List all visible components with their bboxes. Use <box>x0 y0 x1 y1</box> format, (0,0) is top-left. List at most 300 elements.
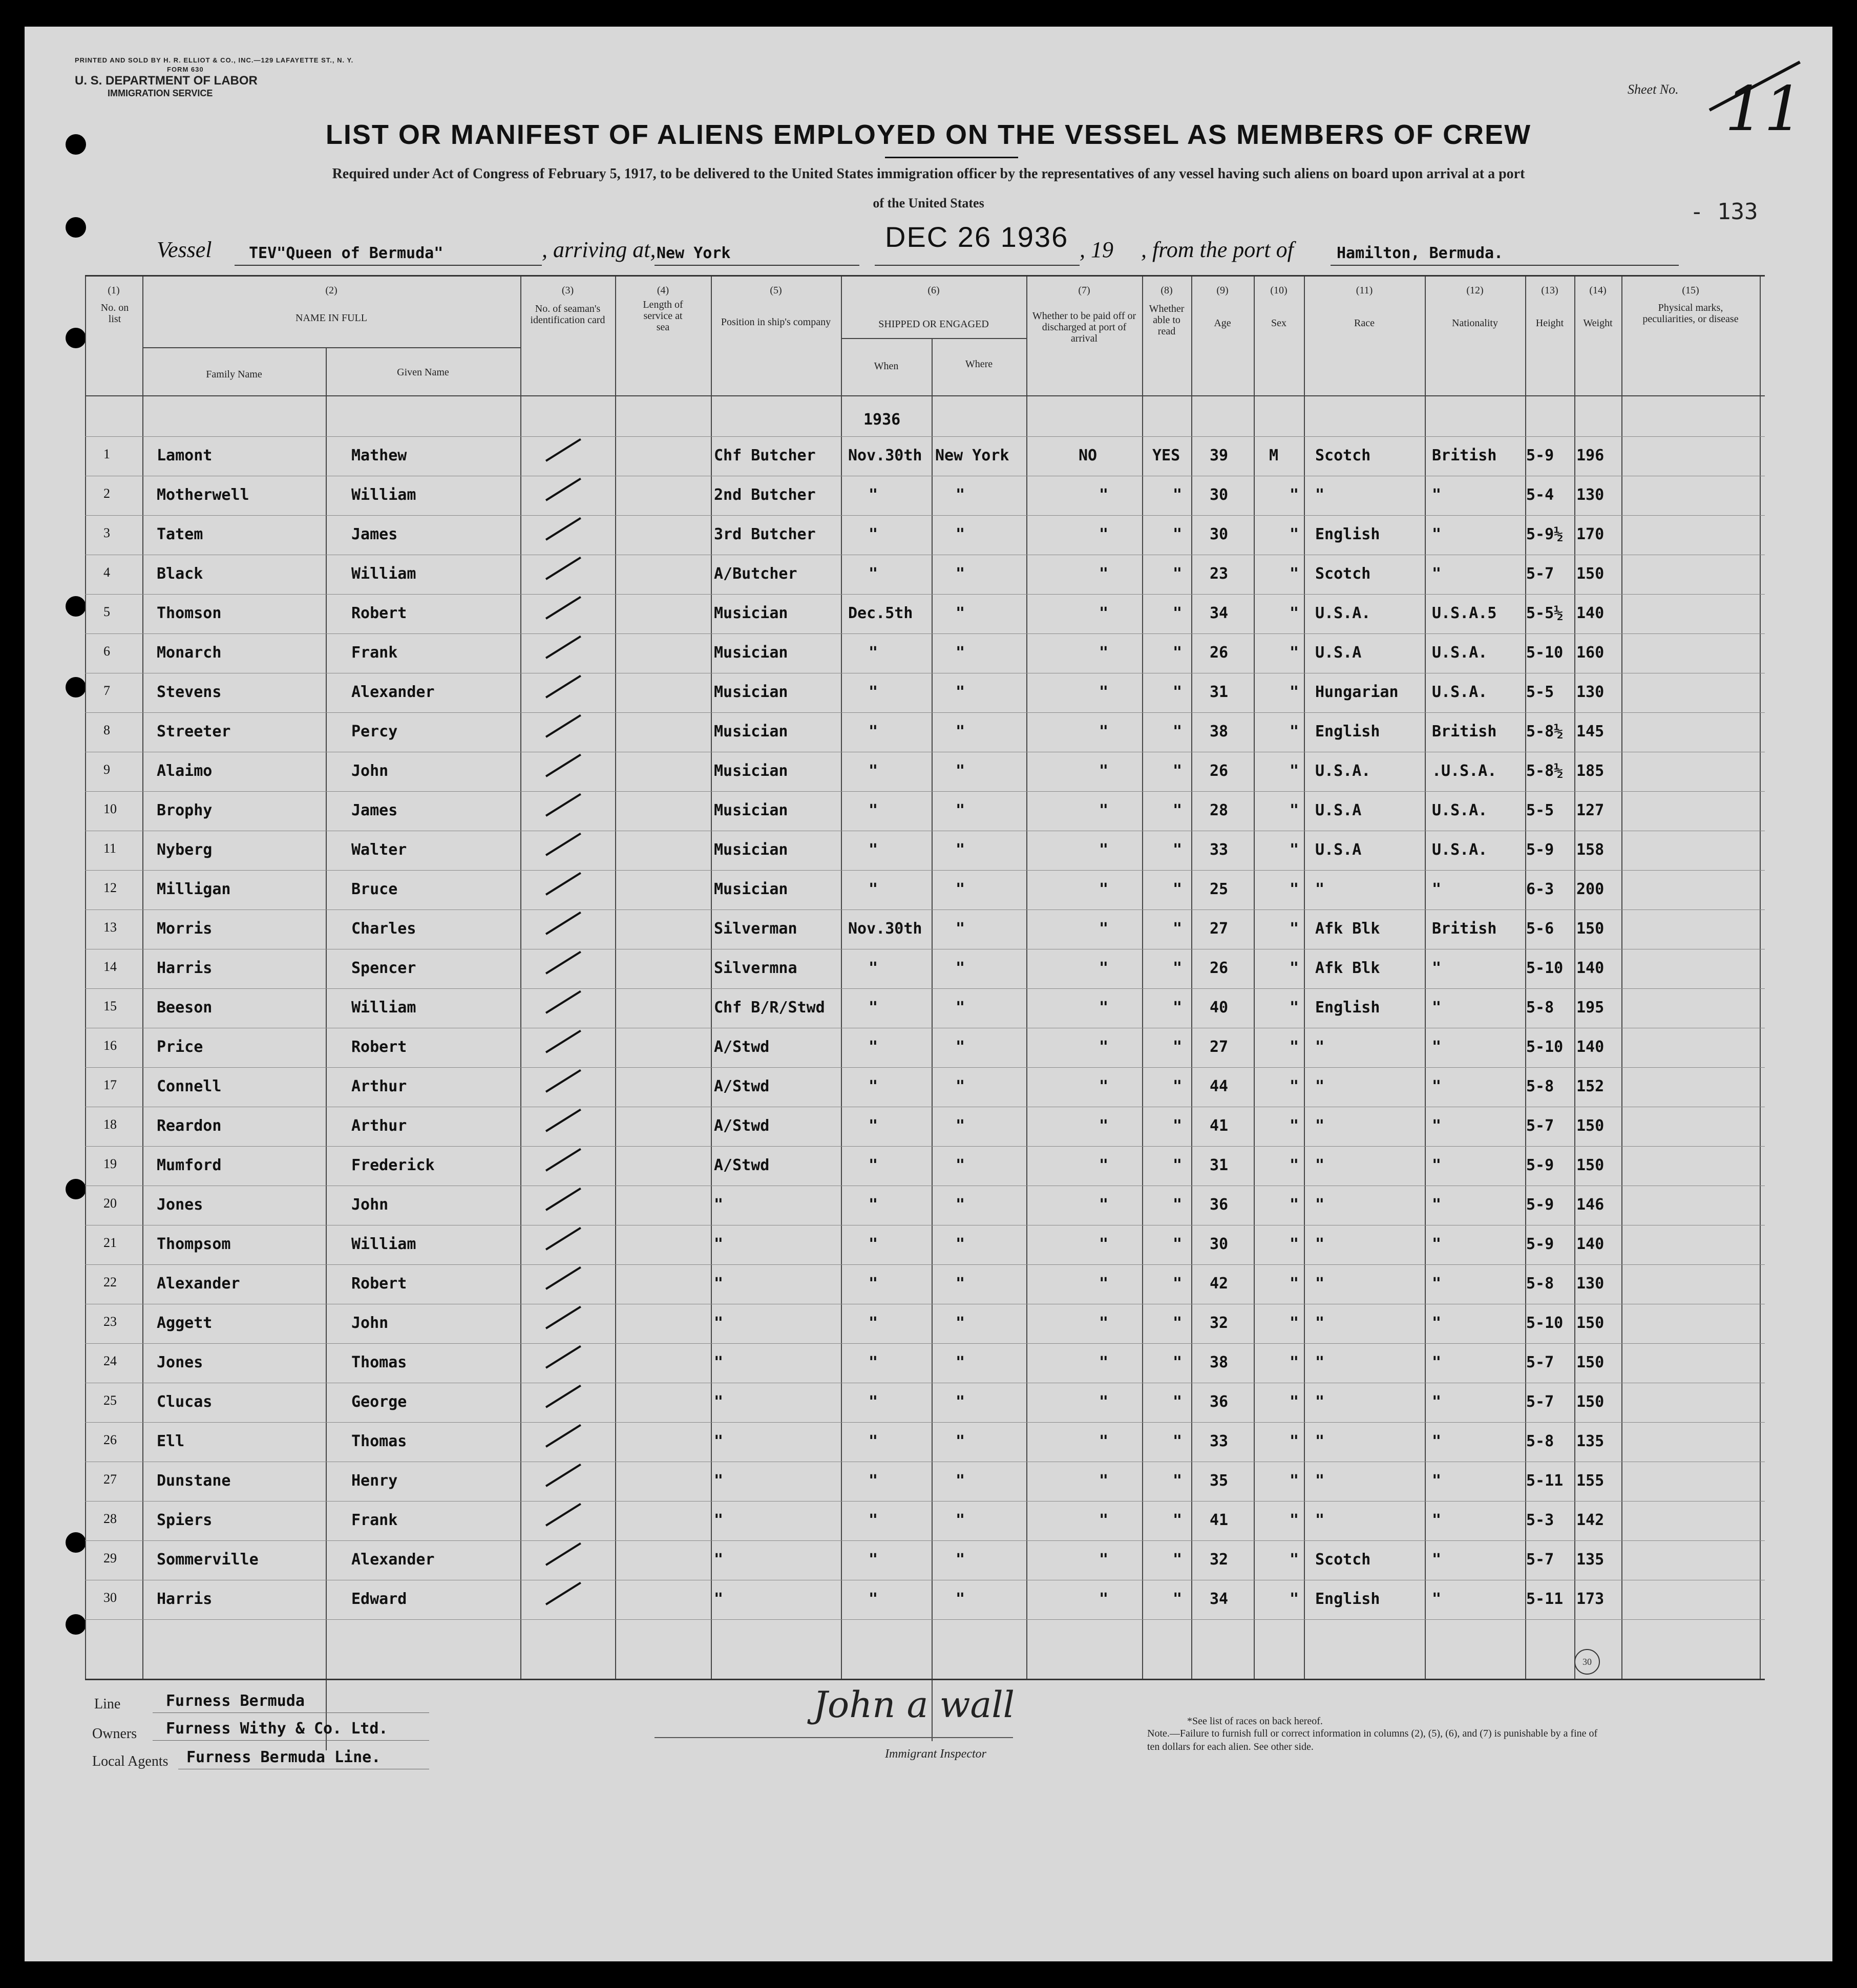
owners-fill <box>153 1740 429 1741</box>
sex: " <box>1290 1353 1299 1371</box>
shipped-where: " <box>956 1235 965 1253</box>
given-name: Charles <box>351 920 416 938</box>
col6a-header: When <box>874 361 899 372</box>
shipped-when: " <box>869 1275 878 1293</box>
shipped-where: " <box>956 1472 965 1490</box>
family-name: Ell <box>157 1432 185 1450</box>
table-row <box>85 644 1765 683</box>
family-name: Alexander <box>157 1275 240 1293</box>
given-name: George <box>351 1393 407 1411</box>
row-number: 4 <box>103 565 110 580</box>
shipped-where: " <box>956 801 965 819</box>
row-number: 13 <box>103 920 117 935</box>
nationality: U.S.A. <box>1432 801 1488 819</box>
given-name: John <box>351 1196 389 1214</box>
sex: " <box>1290 1511 1299 1529</box>
nationality: U.S.A. <box>1432 841 1488 859</box>
able-to-read: " <box>1173 525 1183 543</box>
race: Afk Blk <box>1315 959 1380 977</box>
shipped-when: " <box>869 762 878 780</box>
age: 41 <box>1210 1511 1229 1529</box>
able-to-read: " <box>1173 1117 1183 1135</box>
weight: 140 <box>1576 959 1605 977</box>
weight: 150 <box>1576 1314 1605 1332</box>
family-name: Mumford <box>157 1156 222 1174</box>
col10-number: (10) <box>1270 285 1288 296</box>
position: " <box>714 1235 724 1253</box>
nationality: " <box>1432 1196 1442 1214</box>
form-number: FORM 630 <box>167 66 204 73</box>
table-row <box>85 1432 1765 1472</box>
shipped-where: " <box>956 1551 965 1569</box>
height: 5-7 <box>1526 565 1554 583</box>
table-row <box>85 880 1765 920</box>
race: U.S.A. <box>1315 762 1371 780</box>
able-to-read: " <box>1173 959 1183 977</box>
given-name: Alexander <box>351 683 435 701</box>
given-name: Robert <box>351 604 407 622</box>
position: Chf Butcher <box>714 447 816 464</box>
paid-off: " <box>1099 1590 1109 1608</box>
able-to-read: " <box>1173 486 1183 504</box>
able-to-read: " <box>1173 565 1183 583</box>
height: 5-5 <box>1526 683 1554 701</box>
row-number: 30 <box>103 1590 117 1605</box>
punch-hole <box>66 1179 86 1199</box>
nationality: U.S.A.5 <box>1432 604 1497 622</box>
table-row <box>85 762 1765 801</box>
shipped-when: " <box>869 1432 878 1450</box>
table-row <box>85 447 1765 486</box>
sex: " <box>1290 1551 1299 1569</box>
sex: " <box>1290 1196 1299 1214</box>
nationality: .U.S.A. <box>1432 762 1497 780</box>
sex: " <box>1290 801 1299 819</box>
given-name: Robert <box>351 1275 407 1293</box>
shipped-when: " <box>869 1511 878 1529</box>
penalty-note: Note.—Failure to furnish full or correct information in columns (2), (5), (6), and (7) is punishable by a fine of ten dollars for each alien. See other side. <box>1147 1728 1598 1752</box>
able-to-read: " <box>1173 1196 1183 1214</box>
sex: " <box>1290 644 1299 662</box>
position: A/Stwd <box>714 1038 770 1056</box>
shipped-where: " <box>956 1590 965 1608</box>
arriving-label: , arriving at, <box>542 237 656 262</box>
position: " <box>714 1275 724 1293</box>
weight: 185 <box>1576 762 1605 780</box>
sex: " <box>1290 880 1299 898</box>
row-number: 7 <box>103 683 110 698</box>
row-number: 26 <box>103 1432 117 1447</box>
family-name: Thompsom <box>157 1235 231 1253</box>
row-number: 1 <box>103 447 110 461</box>
nationality: " <box>1432 486 1442 504</box>
shipped-where: " <box>956 1314 965 1332</box>
shipped-when: " <box>869 723 878 741</box>
height: 5-6 <box>1526 920 1554 938</box>
family-name: Morris <box>157 920 213 938</box>
height: 6-3 <box>1526 880 1554 898</box>
nationality: " <box>1432 1235 1442 1253</box>
col4-header: Length of service at sea <box>643 299 683 333</box>
family-name: Harris <box>157 959 213 977</box>
nationality: British <box>1432 723 1497 741</box>
nationality: " <box>1432 1551 1442 1569</box>
from-port: Hamilton, Bermuda. <box>1337 244 1504 262</box>
able-to-read: " <box>1173 1590 1183 1608</box>
col8-header: Whether able to read <box>1149 303 1185 337</box>
age: 39 <box>1210 447 1229 464</box>
height: 5-8 <box>1526 1077 1554 1095</box>
able-to-read: YES <box>1152 447 1180 464</box>
races-note: *See list of races on back hereof. <box>1187 1716 1323 1727</box>
height: 5-10 <box>1526 1314 1564 1332</box>
family-name: Streeter <box>157 723 231 741</box>
weight: 150 <box>1576 1117 1605 1135</box>
family-name: Dunstane <box>157 1472 231 1490</box>
shipped-header-rule <box>841 338 1026 339</box>
col5-header: Position in ship's company <box>721 316 831 328</box>
paid-off: " <box>1099 565 1109 583</box>
paid-off: " <box>1099 1314 1109 1332</box>
position: Musician <box>714 841 788 859</box>
col6b-header: Where <box>965 358 993 370</box>
sex: " <box>1290 1590 1299 1608</box>
sex: " <box>1290 565 1299 583</box>
date-stamp: DEC 26 1936 <box>885 221 1069 253</box>
position: A/Stwd <box>714 1156 770 1174</box>
nationality: " <box>1432 1511 1442 1529</box>
weight: 146 <box>1576 1196 1605 1214</box>
race: " <box>1315 1432 1325 1450</box>
weight: 145 <box>1576 723 1605 741</box>
shipped-when: " <box>869 1353 878 1371</box>
shipped-when: " <box>869 1156 878 1174</box>
age: 30 <box>1210 486 1229 504</box>
punch-hole <box>66 677 86 697</box>
weight: 140 <box>1576 1235 1605 1253</box>
nationality: " <box>1432 1275 1442 1293</box>
race: Afk Blk <box>1315 920 1380 938</box>
nationality: " <box>1432 999 1442 1017</box>
height: 5-9 <box>1526 1156 1554 1174</box>
weight: 130 <box>1576 1275 1605 1293</box>
given-name: John <box>351 762 389 780</box>
race: " <box>1315 1511 1325 1529</box>
shipped-when: " <box>869 565 878 583</box>
position: Musician <box>714 880 788 898</box>
weight: 130 <box>1576 683 1605 701</box>
col12-header: Nationality <box>1452 318 1498 329</box>
position: 3rd Butcher <box>714 525 816 543</box>
race: " <box>1315 1275 1325 1293</box>
paid-off: " <box>1099 999 1109 1017</box>
age: 23 <box>1210 565 1229 583</box>
shipped-where: " <box>956 1353 965 1371</box>
page-title: LIST OR MANIFEST OF ALIENS EMPLOYED ON THE VESSEL AS MEMBERS OF CREW <box>325 119 1532 150</box>
row-number: 11 <box>103 841 117 856</box>
vessel-name: TEV"Queen of Bermuda" <box>249 244 444 262</box>
nationality: " <box>1432 959 1442 977</box>
paid-off: " <box>1099 644 1109 662</box>
table-row <box>85 1117 1765 1156</box>
col11-header: Race <box>1354 318 1375 329</box>
age: 41 <box>1210 1117 1229 1135</box>
table-row <box>85 1590 1765 1630</box>
given-name: Percy <box>351 723 398 741</box>
paid-off: " <box>1099 1038 1109 1056</box>
able-to-read: " <box>1173 999 1183 1017</box>
height: 5-8 <box>1526 999 1554 1017</box>
table-row <box>85 1156 1765 1196</box>
crew-table <box>85 275 1765 1680</box>
able-to-read: " <box>1173 762 1183 780</box>
col9-header: Age <box>1214 318 1231 329</box>
position: " <box>714 1353 724 1371</box>
sex: " <box>1290 1235 1299 1253</box>
race: U.S.A. <box>1315 604 1371 622</box>
sex: " <box>1290 1117 1299 1135</box>
position: " <box>714 1590 724 1608</box>
family-name: Aggett <box>157 1314 213 1332</box>
given-name: James <box>351 525 398 543</box>
table-row <box>85 959 1765 999</box>
able-to-read: " <box>1173 1393 1183 1411</box>
paid-off: " <box>1099 959 1109 977</box>
nationality: " <box>1432 1353 1442 1371</box>
service-name: IMMIGRATION SERVICE <box>108 88 213 98</box>
able-to-read: " <box>1173 1038 1183 1056</box>
position: A/Stwd <box>714 1117 770 1135</box>
sex: " <box>1290 1156 1299 1174</box>
punch-hole <box>66 596 86 617</box>
table-row <box>85 683 1765 723</box>
height: 5-9 <box>1526 1235 1554 1253</box>
row-number: 22 <box>103 1275 117 1289</box>
paid-off: " <box>1099 920 1109 938</box>
sex: " <box>1290 486 1299 504</box>
row-number: 16 <box>103 1038 117 1053</box>
col11-number: (11) <box>1356 285 1373 296</box>
shipped-when: " <box>869 1472 878 1490</box>
paid-off: " <box>1099 1393 1109 1411</box>
position: Musician <box>714 801 788 819</box>
table-row <box>85 525 1765 565</box>
row-number: 20 <box>103 1196 117 1211</box>
paid-off: " <box>1099 1432 1109 1450</box>
paid-off: " <box>1099 486 1109 504</box>
row-number: 6 <box>103 644 110 659</box>
paid-off: " <box>1099 1235 1109 1253</box>
shipped-where: " <box>956 565 965 583</box>
shipped-when: " <box>869 1077 878 1095</box>
height: 5-7 <box>1526 1551 1554 1569</box>
family-name: Black <box>157 565 203 583</box>
shipped-where: " <box>956 841 965 859</box>
height: 5-10 <box>1526 959 1564 977</box>
shipped-when: " <box>869 841 878 859</box>
shipped-when: " <box>869 1038 878 1056</box>
paid-off: " <box>1099 1196 1109 1214</box>
able-to-read: " <box>1173 880 1183 898</box>
position: " <box>714 1472 724 1490</box>
paid-off: " <box>1099 1511 1109 1529</box>
col15-number: (15) <box>1682 285 1699 296</box>
paid-off: " <box>1099 1117 1109 1135</box>
shipped-where: " <box>956 1275 965 1293</box>
col8-number: (8) <box>1160 285 1173 296</box>
family-name: Jones <box>157 1196 203 1214</box>
table-row <box>85 1038 1765 1077</box>
shipped-where: " <box>956 959 965 977</box>
race: U.S.A <box>1315 841 1362 859</box>
signature-line <box>655 1737 1013 1738</box>
row-number: 8 <box>103 723 110 737</box>
printer-credit: PRINTED AND SOLD BY H. R. ELLIOT & CO., INC.—129 LAFAYETTE ST., N. Y. <box>75 56 354 64</box>
nationality: " <box>1432 1077 1442 1095</box>
age: 26 <box>1210 644 1229 662</box>
weight: 196 <box>1576 447 1605 464</box>
family-name: Connell <box>157 1077 222 1095</box>
position: Silvermna <box>714 959 797 977</box>
position: " <box>714 1432 724 1450</box>
age: 44 <box>1210 1077 1229 1095</box>
shipped-where: " <box>956 1393 965 1411</box>
given-name: William <box>351 1235 416 1253</box>
age: 28 <box>1210 801 1229 819</box>
col12-number: (12) <box>1466 285 1484 296</box>
col9-number: (9) <box>1216 285 1229 296</box>
age: 33 <box>1210 1432 1229 1450</box>
family-name: Milligan <box>157 880 231 898</box>
sex: " <box>1290 841 1299 859</box>
weight: 173 <box>1576 1590 1605 1608</box>
col1-header: No. on list <box>100 302 129 325</box>
sheet-number: 11 <box>1725 74 1803 145</box>
nationality: " <box>1432 1472 1442 1490</box>
able-to-read: " <box>1173 723 1183 741</box>
sex: " <box>1290 604 1299 622</box>
height: 5-10 <box>1526 644 1564 662</box>
shipped-where: " <box>956 1511 965 1529</box>
given-name: Henry <box>351 1472 398 1490</box>
nationality: " <box>1432 880 1442 898</box>
shipped-when: " <box>869 1235 878 1253</box>
paid-off: " <box>1099 880 1109 898</box>
row-number: 29 <box>103 1551 117 1566</box>
sex: " <box>1290 762 1299 780</box>
nationality: British <box>1432 447 1497 464</box>
weight: 170 <box>1576 525 1605 543</box>
agents-label: Local Agents <box>92 1753 168 1769</box>
table-row <box>85 1275 1765 1314</box>
position: Musician <box>714 604 788 622</box>
weight: 135 <box>1576 1432 1605 1450</box>
shipped-where: " <box>956 999 965 1017</box>
col7-header: Whether to be paid off or discharged at port of arrival <box>1032 310 1136 344</box>
family-name: Jones <box>157 1353 203 1371</box>
col2-number: (2) <box>325 285 337 296</box>
shipped-where: " <box>956 1156 965 1174</box>
given-name: Robert <box>351 1038 407 1056</box>
shipped-where: " <box>956 1117 965 1135</box>
shipped-where: " <box>956 644 965 662</box>
race: " <box>1315 1314 1325 1332</box>
height: 5-11 <box>1526 1590 1564 1608</box>
shipped-when: " <box>869 1196 878 1214</box>
age: 36 <box>1210 1196 1229 1214</box>
circled-count: 30 <box>1574 1649 1600 1675</box>
col3-header: No. of seaman's identification card <box>530 303 605 326</box>
age: 38 <box>1210 1353 1229 1371</box>
height: 5-8½ <box>1526 762 1564 780</box>
weight: 158 <box>1576 841 1605 859</box>
able-to-read: " <box>1173 604 1183 622</box>
race: " <box>1315 1393 1325 1411</box>
race: U.S.A <box>1315 644 1362 662</box>
race: U.S.A <box>1315 801 1362 819</box>
age: 40 <box>1210 999 1229 1017</box>
position: 2nd Butcher <box>714 486 816 504</box>
able-to-read: " <box>1173 1432 1183 1450</box>
age: 36 <box>1210 1393 1229 1411</box>
race: " <box>1315 1353 1325 1371</box>
table-row <box>85 801 1765 841</box>
row-number: 21 <box>103 1235 117 1250</box>
owners-value: Furness Withy & Co. Ltd. <box>166 1720 388 1738</box>
table-row <box>85 1393 1765 1432</box>
col2a-header: Family Name <box>206 369 262 380</box>
shipped-where: " <box>956 1432 965 1450</box>
row-number: 15 <box>103 999 117 1013</box>
shipped-when: " <box>869 1393 878 1411</box>
weight: 195 <box>1576 999 1605 1017</box>
paid-off: " <box>1099 723 1109 741</box>
row-number: 18 <box>103 1117 117 1132</box>
family-name: Alaimo <box>157 762 213 780</box>
given-name: Frederick <box>351 1156 435 1174</box>
sex: " <box>1290 723 1299 741</box>
age: 32 <box>1210 1314 1229 1332</box>
sex: " <box>1290 683 1299 701</box>
name-header-rule <box>142 347 520 348</box>
shipped-when: Nov.30th <box>848 920 922 938</box>
agents-value: Furness Bermuda Line. <box>186 1748 381 1766</box>
given-name: Spencer <box>351 959 416 977</box>
position: Musician <box>714 683 788 701</box>
position: A/Butcher <box>714 565 797 583</box>
sex: " <box>1290 999 1299 1017</box>
weight: 140 <box>1576 604 1605 622</box>
sex: " <box>1290 1314 1299 1332</box>
shipped-where: New York <box>935 447 1009 464</box>
row-number: 17 <box>103 1077 117 1092</box>
family-name: Motherwell <box>157 486 249 504</box>
family-name: Spiers <box>157 1511 213 1529</box>
able-to-read: " <box>1173 644 1183 662</box>
weight: 130 <box>1576 486 1605 504</box>
race: English <box>1315 1590 1380 1608</box>
arriving-fill-line <box>655 265 859 266</box>
year-label: , 19 <box>1080 237 1113 262</box>
date-fill-line <box>875 265 1080 266</box>
line-fill <box>153 1712 429 1713</box>
family-name: Thomson <box>157 604 222 622</box>
shipped-when: " <box>869 801 878 819</box>
race: " <box>1315 1156 1325 1174</box>
nationality: U.S.A. <box>1432 683 1488 701</box>
given-name: Frank <box>351 1511 398 1529</box>
subtitle-line-1: Required under Act of Congress of February 5, 1917, to be delivered to the United States immigration officer by the representatives of any vessel having such aliens on board upon arrival at a port <box>332 166 1525 182</box>
